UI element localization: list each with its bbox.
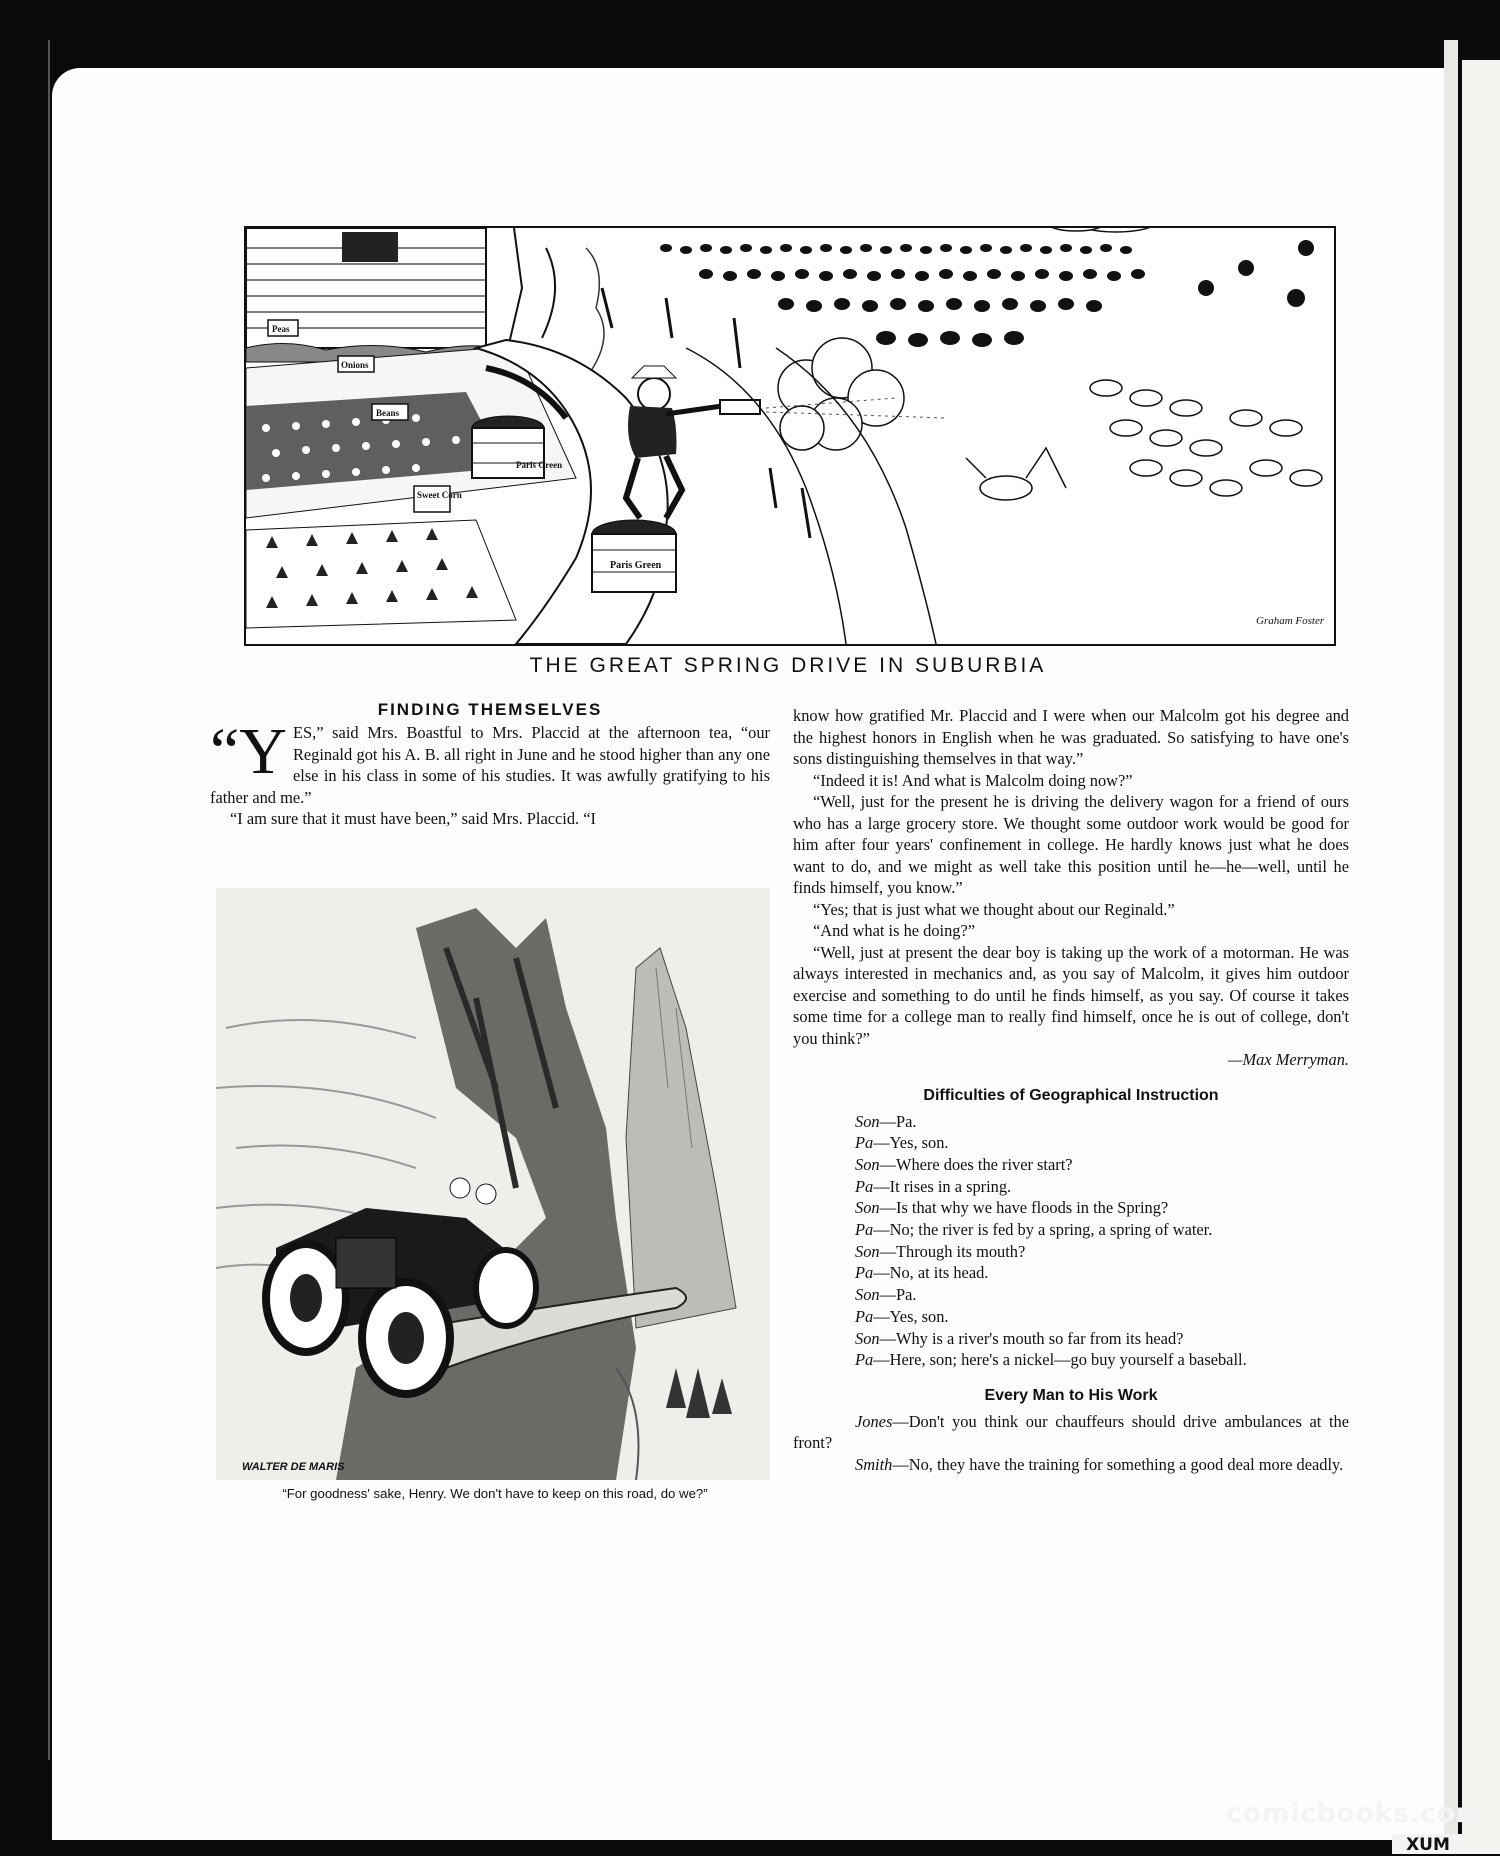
sign-sweet-corn: Sweet Corn [417, 490, 462, 500]
dialog-line: Son—Where does the river start? [855, 1154, 1073, 1174]
cartoon-top-signature: Graham Foster [1256, 615, 1325, 627]
facing-page [1462, 60, 1500, 1854]
motorcar-illustration [216, 888, 770, 1480]
story-title: FINDING THEMSELVES [377, 700, 603, 719]
work-dialog [793, 1411, 1349, 1476]
dialog-line: Pa—Yes, son. [855, 1306, 949, 1326]
dialog-line: Pa—Here, son; here's a nickel—go buy yourself a baseball. [855, 1350, 1247, 1370]
site-watermark: comicbooks.com [1226, 1798, 1485, 1829]
dialog-line: Son—Why is a river's mouth so far from its head? [855, 1328, 1184, 1348]
story-paragraph-1: “YES,” said Mrs. Boastful to Mrs. Placcid at the afternoon tea, “our Reginald got his A. B. all right in June and he stood higher than any one else in his class in some of his studies. It was awfully gratifying to his father and me.” [210, 715, 770, 807]
sign-peas: Peas [272, 324, 290, 334]
suburbia-illustration [246, 228, 1334, 644]
geography-dialog [793, 1111, 1349, 1371]
dialog-line: Pa—No; the river is fed by a spring, a spring of water. [855, 1220, 1213, 1240]
story-paragraph-4: “Indeed it is! And what is Malcolm doing now?” [813, 770, 1133, 790]
dialog-line: Son—Pa. [855, 1111, 917, 1131]
story-author: —Max Merryman. [1227, 1050, 1349, 1069]
dialog-line: Pa—No, at its head. [855, 1263, 989, 1283]
car-cartoon-signature: WALTER DE MARIS [242, 1461, 345, 1473]
right-column [793, 705, 1349, 1475]
story-paragraph-2: “I am sure that it must have been,” said Mrs. Placcid. “I [230, 809, 596, 828]
dialog-line: Pa—Yes, son. [855, 1133, 949, 1153]
scanner-badge: XUM [1392, 1834, 1464, 1854]
story-finding-themselves [210, 700, 770, 830]
dialog-line: Son—Is that why we have floods in the Spring? [855, 1198, 1169, 1218]
dialog-line: Son—Through its mouth? [855, 1241, 1026, 1261]
drop-cap: “Y [210, 715, 287, 788]
story-paragraph-6: “Yes; that is just what we thought about our Reginald.” [813, 899, 1175, 919]
binding-edge [48, 40, 50, 1760]
sign-beans: Beans [376, 408, 400, 418]
dialog-line: Pa—It rises in a spring. [855, 1176, 1012, 1196]
geography-title: Difficulties of Geographical Instruction [923, 1086, 1219, 1104]
dialog-line: Jones—Don't you think our chauffeurs should drive ambulances at the front? [793, 1411, 1349, 1453]
barrel-label-1: Paris Green [516, 460, 563, 470]
story-paragraph-3: know how gratified Mr. Placcid and I were when our Malcolm got his degree and the highest honors in English when he was graduated. So satisfying to have one's sons distinguishing themselves in that way.” [793, 706, 1349, 768]
story-paragraph-8: “Well, just at present the dear boy is taking up the work of a motorman. He was always interested in mechanics and, as you say of Malcolm, it gives him outdoor exercise and something to do until he finds himself, as you say. Of course it takes some time for a college man to really find himself, once he is out of college, don't you think?” [793, 942, 1349, 1048]
car-cartoon-caption: “For goodness' sake, Henry. We don't have to keep on this road, do we?” [282, 1486, 708, 1501]
sign-onions: Onions [341, 360, 369, 370]
dialog-line: Son—Pa. [855, 1285, 917, 1305]
dialog-line: Smith—No, they have the training for something a good deal more deadly. [855, 1454, 1344, 1474]
suburbia-cartoon [244, 226, 1336, 646]
barrel-label-2: Paris Green [610, 560, 662, 571]
motorcar-cartoon [216, 888, 770, 1480]
cartoon-headline: THE GREAT SPRING DRIVE IN SUBURBIA [529, 654, 1047, 677]
work-title: Every Man to His Work [984, 1386, 1158, 1404]
story-paragraph-7: “And what is he doing?” [813, 921, 976, 940]
story-paragraph-5: “Well, just for the present he is driving the delivery wagon for a friend of ours who has a large grocery store. We thought some outdoor work would be good for him after four years' confinement in college. He hardly knows just what he does want to do, and we might as well take this position until he—he—well, until he finds himself, you know.” [793, 792, 1349, 897]
page-edge [1444, 40, 1458, 1840]
